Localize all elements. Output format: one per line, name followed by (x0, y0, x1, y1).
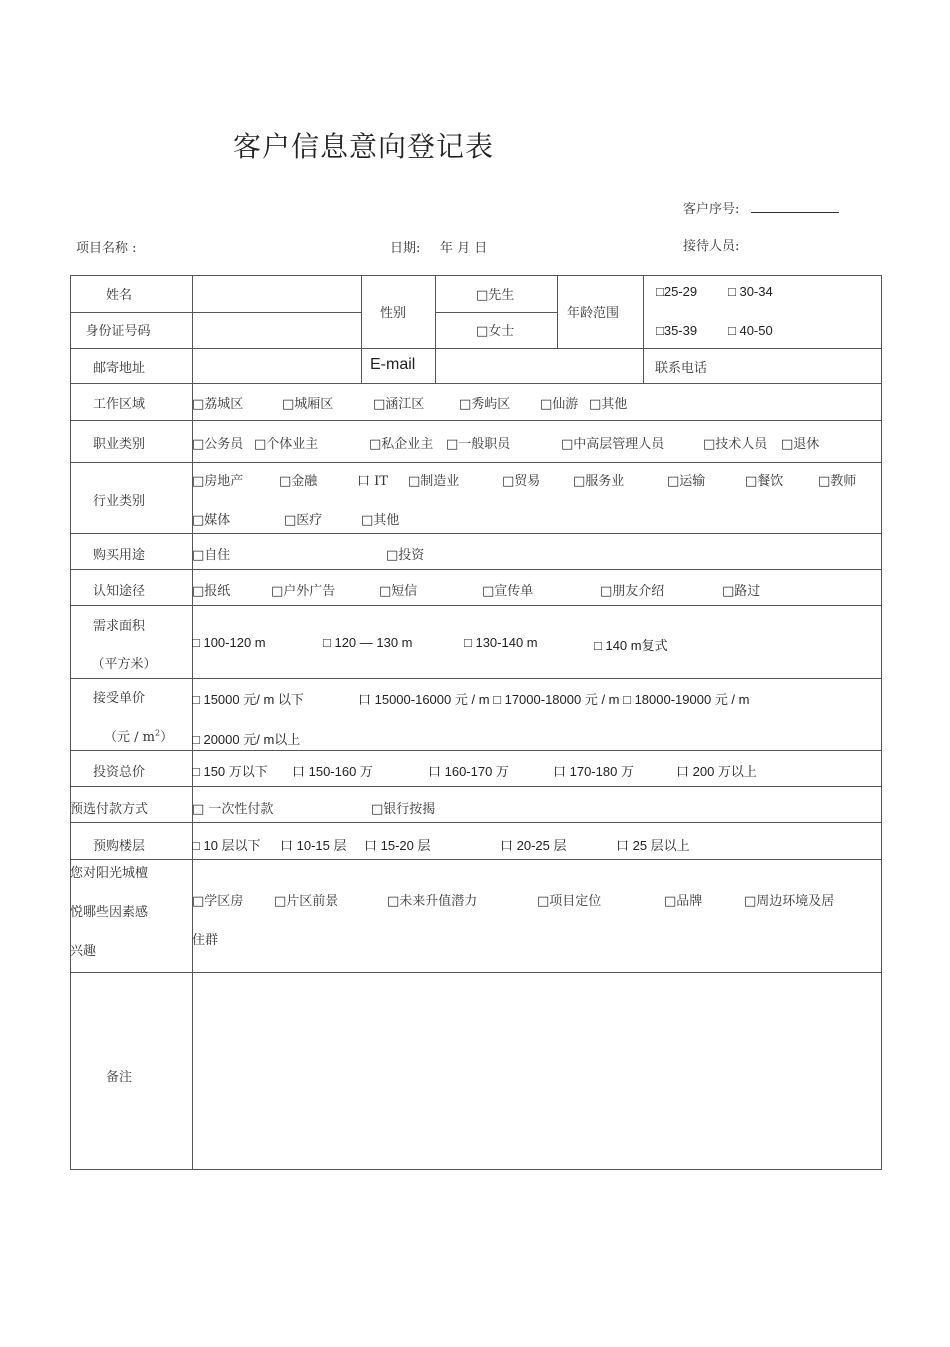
customer-no-field (683, 198, 839, 217)
gender-option-male[interactable]: □先生 (476, 288, 515, 303)
address-label: 邮寄地址 (92, 361, 146, 376)
occupation-label: 职业类别 (92, 437, 146, 452)
channel-option[interactable]: □朋友介绍 (600, 584, 665, 599)
channel-option[interactable]: □路过 (722, 584, 761, 599)
area-option[interactable]: □ 120 — 130 m (323, 635, 413, 650)
occupation-option[interactable]: □公务员 (192, 437, 244, 452)
id-number-field[interactable] (194, 314, 360, 347)
project-name-label: 项目名称 : (76, 241, 137, 256)
industry-option[interactable]: □贸易 (502, 474, 541, 489)
interest-label-line1: 您对阳光城檀 (70, 866, 149, 881)
industry-option[interactable]: □医疗 (284, 513, 323, 528)
channel-option[interactable]: □短信 (379, 584, 418, 599)
purpose-option[interactable]: □投资 (386, 548, 425, 563)
occupation-option[interactable]: □中高层管理人员 (561, 437, 665, 452)
page-title: 客户信息意向登记表 (233, 130, 495, 163)
industry-option[interactable]: □房地产 (192, 474, 244, 489)
industry-option[interactable]: □教师 (818, 474, 857, 489)
occupation-option[interactable]: □一般职员 (446, 437, 511, 452)
occupation-option[interactable]: □技术人员 (703, 437, 768, 452)
industry-option[interactable]: □制造业 (408, 474, 460, 489)
industry-option[interactable]: □金融 (279, 474, 318, 489)
payment-label: 预选付款方式 (70, 802, 149, 817)
date-label: 日期: (390, 241, 421, 256)
remarks-field[interactable] (194, 974, 880, 1168)
floor-option[interactable]: 口 15-20 层 (364, 838, 431, 853)
interest-option[interactable]: □学区房 (192, 894, 244, 909)
industry-option[interactable]: □其他 (361, 513, 400, 528)
unit-price-unit-label (104, 726, 173, 745)
unit-price-option[interactable]: 口 15000-16000 元 / m □ 17000-18000 元 / m □ 18000-19000 元 / m (358, 692, 750, 707)
work-area-option[interactable]: □城厢区 (282, 397, 334, 412)
purpose-option[interactable]: □自住 (192, 548, 231, 563)
occupation-option[interactable]: □个体业主 (254, 437, 319, 452)
remarks-label: 备注 (105, 1070, 133, 1085)
purpose-label: 购买用途 (92, 548, 146, 563)
total-price-option[interactable]: 口 170-180 万 (553, 764, 634, 779)
address-field[interactable] (194, 350, 360, 382)
unit-price-label: 接受单价 (92, 691, 146, 706)
floor-option[interactable]: 口 25 层以上 (616, 838, 690, 853)
total-price-label: 投资总价 (92, 765, 146, 780)
age-option-35-39[interactable]: □35-39 (656, 323, 698, 338)
interest-label-line2: 悦哪些因素感 (70, 905, 149, 920)
work-area-option[interactable]: □仙游 (540, 397, 579, 412)
customer-no-blank[interactable] (751, 200, 839, 213)
phone-label: 联系电话 (655, 361, 708, 376)
interest-option[interactable]: □片区前景 (274, 894, 339, 909)
work-area-option[interactable]: □涵江区 (373, 397, 425, 412)
total-price-option[interactable]: □ 150 万以下 (192, 764, 268, 779)
total-price-option[interactable]: 口 160-170 万 (428, 764, 509, 779)
floor-option[interactable]: 口 20-25 层 (500, 838, 567, 853)
unit-price-unit-close: ） (160, 730, 174, 745)
age-option-25-29[interactable]: □25-29 (656, 284, 698, 299)
channel-option[interactable]: □报纸 (192, 584, 231, 599)
customer-no-label: 客户序号: (683, 202, 740, 217)
name-label: 姓名 (105, 288, 133, 303)
area-option[interactable]: □ 140 m复式 (594, 638, 668, 653)
date-ymd: 年 月 日 (440, 241, 488, 256)
occupation-option[interactable]: □退休 (781, 437, 820, 452)
interest-option[interactable]: □项目定位 (537, 894, 602, 909)
unit-price-superscript: 2 (154, 728, 161, 738)
industry-option[interactable]: 口 IT (357, 474, 388, 489)
interest-option-continued: 住群 (192, 933, 219, 948)
receptionist-label: 接待人员: (683, 239, 740, 254)
floor-option[interactable]: □ 10 层以下 (192, 838, 261, 853)
payment-option[interactable]: □银行按揭 (371, 802, 436, 817)
id-number-label: 身份证号码 (85, 324, 151, 339)
area-option[interactable]: □ 100-120 m (192, 635, 266, 650)
interest-option[interactable]: □未来升值潜力 (387, 894, 478, 909)
work-area-option[interactable]: □其他 (589, 397, 628, 412)
email-field[interactable] (437, 350, 642, 382)
age-range-label: 年龄范围 (567, 306, 620, 321)
gender-option-female[interactable]: □女士 (476, 324, 515, 339)
industry-option[interactable]: □运输 (667, 474, 706, 489)
age-option-40-50[interactable]: □ 40-50 (728, 323, 773, 338)
channel-option[interactable]: □户外广告 (271, 584, 336, 599)
unit-price-option[interactable]: □ 15000 元/ m 以下 (192, 692, 304, 707)
work-area-option[interactable]: □秀屿区 (459, 397, 511, 412)
work-area-label: 工作区域 (92, 397, 146, 412)
area-unit-label: （平方米） (91, 657, 157, 672)
payment-option[interactable]: □ 一次性付款 (192, 802, 274, 817)
occupation-option[interactable]: □私企业主 (369, 437, 434, 452)
total-price-option[interactable]: 口 150-160 万 (292, 764, 373, 779)
gender-label: 性别 (379, 306, 407, 321)
interest-option[interactable]: □周边环境及居 (744, 894, 835, 909)
total-price-option[interactable]: 口 200 万以上 (676, 764, 757, 779)
interest-option[interactable]: □品牌 (664, 894, 703, 909)
area-option[interactable]: □ 130-140 m (464, 635, 538, 650)
area-label: 需求面积 (92, 619, 146, 634)
work-area-option[interactable]: □荔城区 (192, 397, 244, 412)
industry-option[interactable]: □服务业 (573, 474, 625, 489)
unit-price-unit-text: （元 / m (104, 730, 155, 745)
email-label: E-mail (370, 356, 416, 373)
channel-label: 认知途径 (92, 584, 146, 599)
unit-price-option[interactable]: □ 20000 元/ m以上 (192, 732, 301, 747)
channel-option[interactable]: □宣传单 (482, 584, 534, 599)
interest-label-line3: 兴趣 (70, 944, 97, 959)
industry-label: 行业类别 (92, 494, 146, 509)
floor-label: 预购楼层 (92, 839, 146, 854)
industry-option[interactable]: □餐饮 (745, 474, 784, 489)
age-option-30-34[interactable]: □ 30-34 (728, 284, 773, 299)
floor-option[interactable]: 口 10-15 层 (280, 838, 347, 853)
industry-option[interactable]: □媒体 (192, 513, 231, 528)
name-field[interactable] (194, 277, 360, 311)
